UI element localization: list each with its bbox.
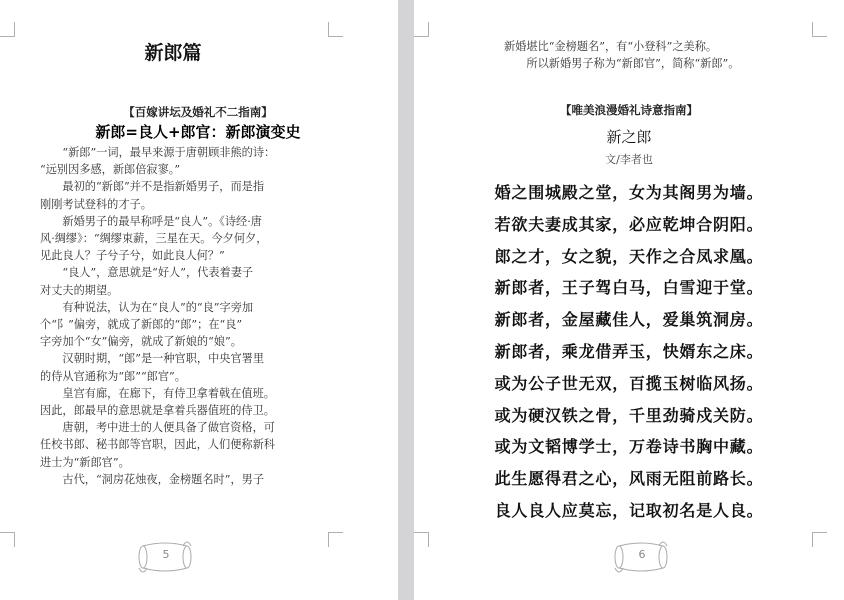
- poem-line: 婚之围城殿之堂，女为其阁男为墙。: [494, 183, 764, 202]
- poem-line: 新郎者，金屋藏佳人，爱巢筑洞房。: [494, 310, 764, 330]
- article-body: [40, 144, 332, 488]
- paragraph-line: 任校书郎、秘书郎等官职，因此，人们便称新科: [40, 438, 275, 452]
- poem-line: 良人良人应莫忘，记取初名是人良。: [494, 500, 764, 520]
- crop-mark-top-right: [328, 22, 343, 37]
- poem-line: 郎之才，女之貌，天作之合凤求凰。: [494, 246, 764, 266]
- paragraph-line: 有种说法，认为在“良人”的“良”字旁加: [62, 300, 254, 314]
- article-heading: 新郎=良人+郎官：新郎演变史: [95, 123, 301, 141]
- left-page: [0, 0, 398, 600]
- paragraph-line: “远别因多感，新郎倍寂寥。”: [40, 163, 181, 177]
- crop-mark-bottom-left: [414, 532, 429, 547]
- poem-body: [414, 177, 844, 527]
- paragraph-line: 个“阝”偏旁，就成了新郎的“郎”；在“良”: [40, 318, 243, 332]
- poem-line: 或为公子世无双，百揽玉树临风扬。: [494, 373, 764, 393]
- paragraph-line: “新郎”一词，最早来源于唐朝顾非熊的诗：: [62, 146, 276, 159]
- poem-line: 若欲夫妻成其家，必应乾坤合阴阳。: [494, 214, 764, 234]
- page-number-scroll: [611, 538, 671, 578]
- paragraph-line: 古代，“洞房花烛夜，金榜题名时”，男子: [62, 472, 265, 486]
- crop-mark-top-left: [414, 22, 429, 37]
- crop-mark-bottom-right: [812, 532, 827, 547]
- paragraph-line: 汉朝时期，“郎”是一种官职，中央官署里: [62, 352, 265, 366]
- poem-line: 新郎者，王子驾白马，白雪迎于堂。: [494, 278, 764, 298]
- poem-title: 新之郎: [606, 128, 652, 146]
- poem-line: 或为文韬博学士，万卷诗书胸中藏。: [494, 437, 764, 457]
- crop-mark-bottom-left: [0, 532, 15, 547]
- paragraph-line: 所以新婚男子称为“新郎官”，简称“新郎”。: [526, 57, 740, 71]
- poem-line: 新郎者，乘龙借弄玉，快婿东之床。: [494, 341, 764, 361]
- continued-text: [504, 38, 814, 72]
- poem-author: 文/李者也: [605, 153, 653, 166]
- crop-mark-bottom-right: [328, 532, 343, 547]
- paragraph-line: 对丈夫的期望。: [40, 283, 119, 297]
- paragraph-line: 唐朝，考中进士的人便具备了做官资格，可: [62, 421, 275, 435]
- paragraph-line: 最初的“新郎”并不是指新婚男子，而是指: [62, 180, 265, 194]
- paragraph-line: 的侍从官通称为“郎”“郎官”。: [40, 369, 186, 383]
- page-number: 5: [162, 548, 170, 561]
- section-bracket-title: 【百嫁讲坛及婚礼不二指南】: [123, 105, 273, 119]
- poem-bracket-title: 【唯美浪漫婚礼诗意指南】: [560, 103, 698, 117]
- page-number: 6: [638, 548, 646, 561]
- paragraph-line: 新婚男子的最早称呼是“良人”。《诗经·唐: [62, 214, 262, 228]
- chapter-title: 新郎篇: [144, 42, 202, 64]
- paragraph-line: 因此，郎最早的意思就是拿着兵器值班的侍卫。: [40, 404, 275, 418]
- crop-mark-top-right: [812, 22, 827, 37]
- paragraph-line: 皇宫有廊，在廊下，有侍卫拿着戟在值班。: [62, 386, 275, 400]
- right-page: [414, 0, 844, 600]
- paragraph-line: 进士为“新郎官”。: [40, 455, 130, 469]
- paragraph-line: “良人”，意思就是“好人”，代表着妻子: [62, 266, 254, 280]
- page-number-scroll: [135, 538, 195, 578]
- paragraph-line: 刚刚考试登科的才子。: [40, 197, 152, 211]
- paragraph-line: 风·绸缪》：“绸缪束薪，三星在天。今夕何夕，: [40, 232, 268, 246]
- paragraph-line: 字旁加个“女”偏旁，就成了新娘的“娘”。: [40, 335, 242, 349]
- paragraph-line: 新婚堪比“金榜题名”，有“小登科”之美称。: [504, 40, 718, 53]
- crop-mark-top-left: [0, 22, 15, 37]
- poem-line: 此生愿得君之心，风雨无阻前路长。: [494, 469, 764, 489]
- poem-line: 或为硬汉铁之骨，千里劲骑戍关防。: [494, 405, 764, 425]
- paragraph-line: 见此良人？子兮子兮，如此良人何？”: [40, 249, 225, 263]
